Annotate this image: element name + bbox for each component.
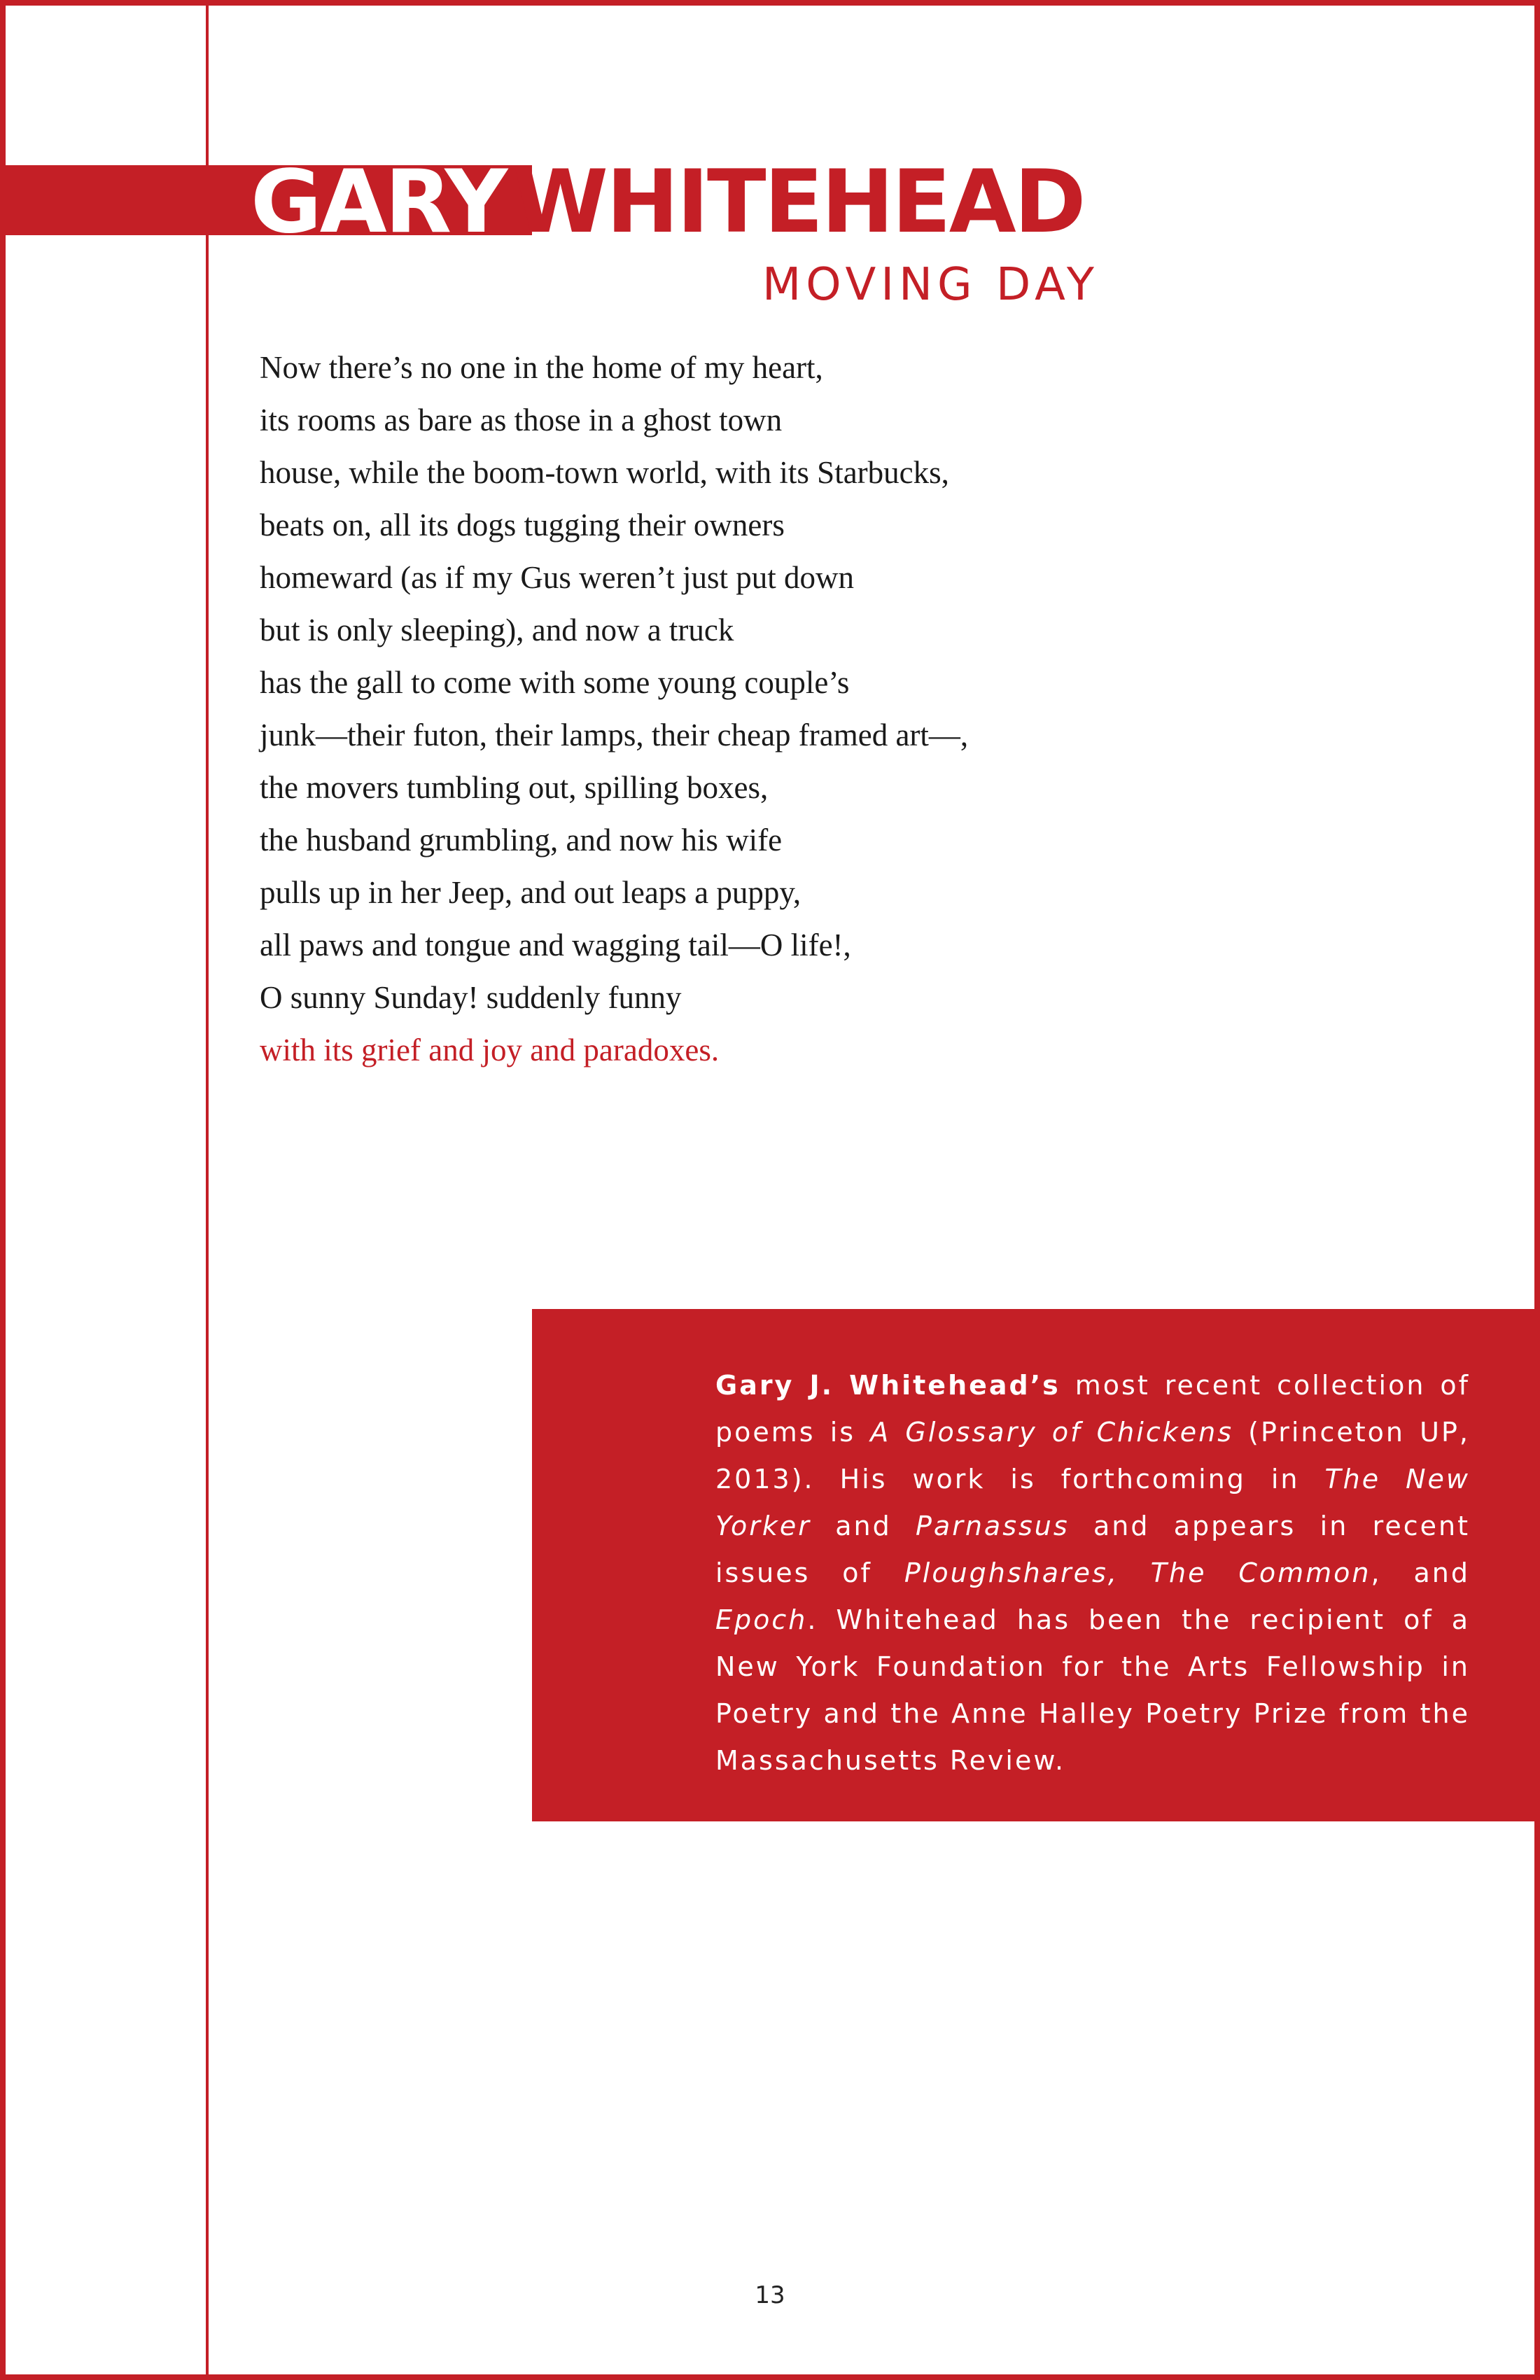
bio-text: . Whitehead has been the recipient of a New York Foundation for the Arts Fellowship in Poetry and the Anne Halley Poetry Prize from the Massachusetts Review. [715, 1604, 1470, 1776]
poem-title: MOVING DAY [762, 259, 1099, 311]
author-bio [715, 1362, 1470, 1784]
poem-body [260, 342, 1170, 1077]
bio-book-title: A Glossary of Chickens [870, 1417, 1233, 1448]
author-last-name: WHITEHEAD [512, 152, 1084, 253]
poem-line: the husband grumbling, and now his wife [260, 822, 783, 858]
poem-final-line: with its grief and joy and paradoxes. [260, 1032, 720, 1068]
bio-text: , and [1371, 1558, 1470, 1588]
bio-text: and [811, 1511, 916, 1541]
poem-line: but is only sleeping), and now a truck [260, 612, 734, 648]
poem-line: pulls up in her Jeep, and out leaps a puppy, [260, 875, 802, 910]
poem-line: all paws and tongue and wagging tail—O life!, [260, 927, 851, 962]
author-name [251, 150, 1084, 255]
bio-text: and appears in recent issues of [715, 1511, 1470, 1588]
bio-publication: Epoch [715, 1604, 808, 1635]
poem-line: its rooms as bare as those in a ghost town [260, 402, 783, 438]
poem-line: has the gall to come with some young couple’s [260, 665, 850, 700]
margin-rule [206, 0, 209, 2380]
poem-line: beats on, all its dogs tugging their owners [260, 507, 785, 542]
page-number: 13 [755, 2281, 785, 2309]
poem-line: Now there’s no one in the home of my heart, [260, 350, 823, 385]
poem-line: the movers tumbling out, spilling boxes, [260, 770, 769, 805]
poem-line: house, while the boom-town world, with its Starbucks, [260, 455, 949, 490]
bio-publication: Ploughshares, The Common [904, 1558, 1371, 1588]
poem-line: O sunny Sunday! suddenly funny [260, 980, 682, 1015]
bio-text: most recent collection of poems is [715, 1370, 1471, 1448]
bio-text: (Princeton UP, 2013). His work is forthcoming in [715, 1417, 1470, 1494]
bio-publication: Parnassus [916, 1511, 1070, 1541]
bio-author-name: Gary J. Whitehead’s [715, 1370, 1060, 1401]
author-first-name: GARY [251, 152, 506, 253]
bio-publication: The New Yorker [715, 1464, 1470, 1541]
bio-panel [532, 1309, 1540, 1821]
poem-line: junk—their futon, their lamps, their cheap framed art—, [260, 718, 969, 752]
poem-line: homeward (as if my Gus weren’t just put down [260, 560, 855, 595]
